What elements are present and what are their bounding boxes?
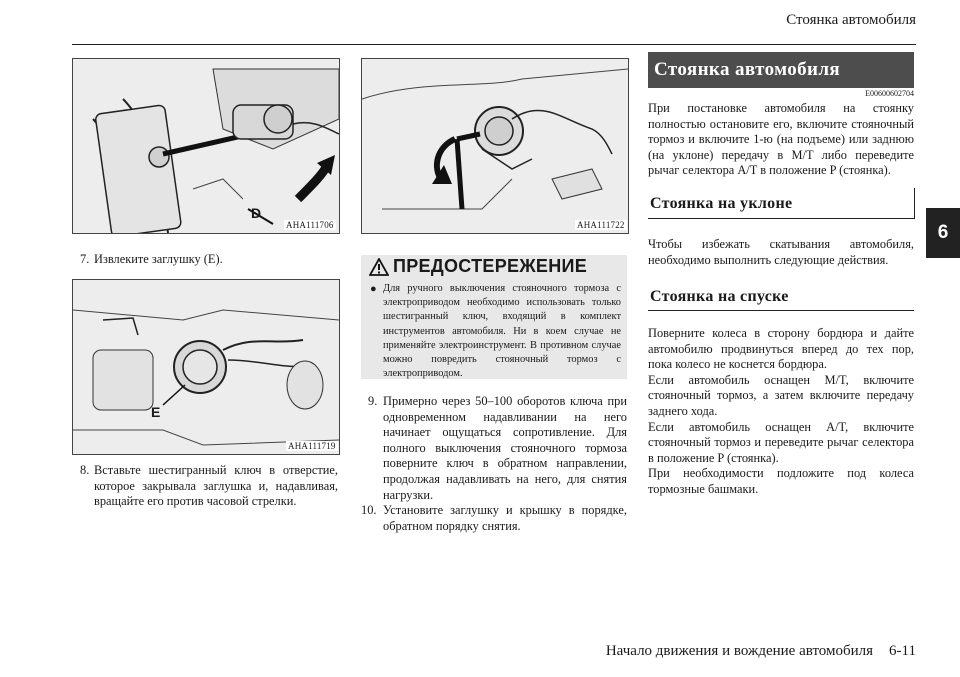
step-number: 9. [368,394,378,408]
downhill-paragraph: Поверните колеса в сторону бордюра и дайте автомобилю продвинуться вперед до тех пор, пока колесо не коснется бордюра. [648,326,914,372]
warning-header [369,256,587,277]
step-text: Вставьте шестигранный ключ в отверстие, которое закрывала заглушка и, надавливая, вращайте его против часовой стрелки. [94,463,338,509]
step-9 [361,394,627,503]
step-number: 8. [80,463,90,477]
intro-paragraph: При постановке автомобиля на стоянку полностью остановите его, включите стояночный тормоз и включите 1-ю (на подъеме) или заднюю (на уклоне) передачу в M/T либо переведите рычаг селектора A/T в положение P (стоянка). [648,101,914,178]
figure-code: AHA111719 [288,441,336,451]
downhill-paragraph: При необходимости подложите под колеса тормозные башмаки. [648,466,914,496]
figure-code: AHA111706 [286,220,334,230]
step-text: Установите заглушку и крышку в порядке, обратном порядку снятия. [383,503,627,533]
warning-title: ПРЕДОСТЕРЕЖЕНИЕ [393,256,588,276]
page-footer [606,643,916,660]
warning-triangle-icon [369,258,389,276]
figure-callout-e: E [151,404,161,420]
warning-text: Для ручного выключения стояночного тормоза с электроприводом необходимо использовать только шестигранный ключ, входящий в комплект инструментов автомобиля. Ни в коем случае не применяйте электроинструмент. В противном случае можно повредить стояночный тормоз с электроприводом. [383,283,621,380]
running-header: Стоянка автомобиля [786,12,916,28]
step-text: Примерно через 50–100 оборотов ключа при одновременном надавливании на него начинает ощущаться сопротивление. Для полного выключения стояночного тормоза поверните ключ в обратном направлении, продолжая надавливать на него, для снятия нагрузки. [383,394,627,502]
step-8 [80,463,338,510]
slope-heading: Стоянка на уклоне [650,195,793,212]
downhill-heading: Стоянка на спуске [650,288,789,305]
warning-box [361,255,627,379]
figure-illustration [73,59,339,233]
downhill-text [648,326,914,498]
downhill-paragraph: Если автомобиль оснащен M/T, включите стояночный тормоз, а затем включите передачу заднего хода. [648,372,914,418]
step-text: Извлеките заглушку (E). [94,252,223,266]
bullet-icon: ● [370,283,377,295]
step-7 [80,252,338,268]
figure-illustration [362,59,628,233]
figure-plug [72,279,340,455]
figure-removing-cover [72,58,340,234]
figure-code: AHA111722 [577,220,625,230]
figure-callout-d: D [251,205,262,221]
section-code: E00600602704 [865,89,914,98]
downhill-paragraph: Если автомобиль оснащен A/T, включите стояночный тормоз и переведите рычаг селектора в положение P (стоянка). [648,419,914,465]
step-number: 10. [361,503,377,517]
downhill-heading-rule [648,310,914,311]
slope-paragraph: Чтобы избежать скатывания автомобиля, необходимо выполнить следующие действия. [648,237,914,267]
footer-section: Начало движения и вождение автомобиля [605,643,874,659]
warning-body [369,282,621,381]
figure-hex-key [361,58,629,234]
header-rule [72,44,916,45]
section-banner: Стоянка автомобиля [648,52,914,88]
step-number: 7. [80,252,90,266]
step-10 [361,503,627,534]
page-number: 6-11 [889,643,916,659]
figure-illustration [73,280,339,454]
chapter-tab[interactable]: 6 [926,208,960,258]
